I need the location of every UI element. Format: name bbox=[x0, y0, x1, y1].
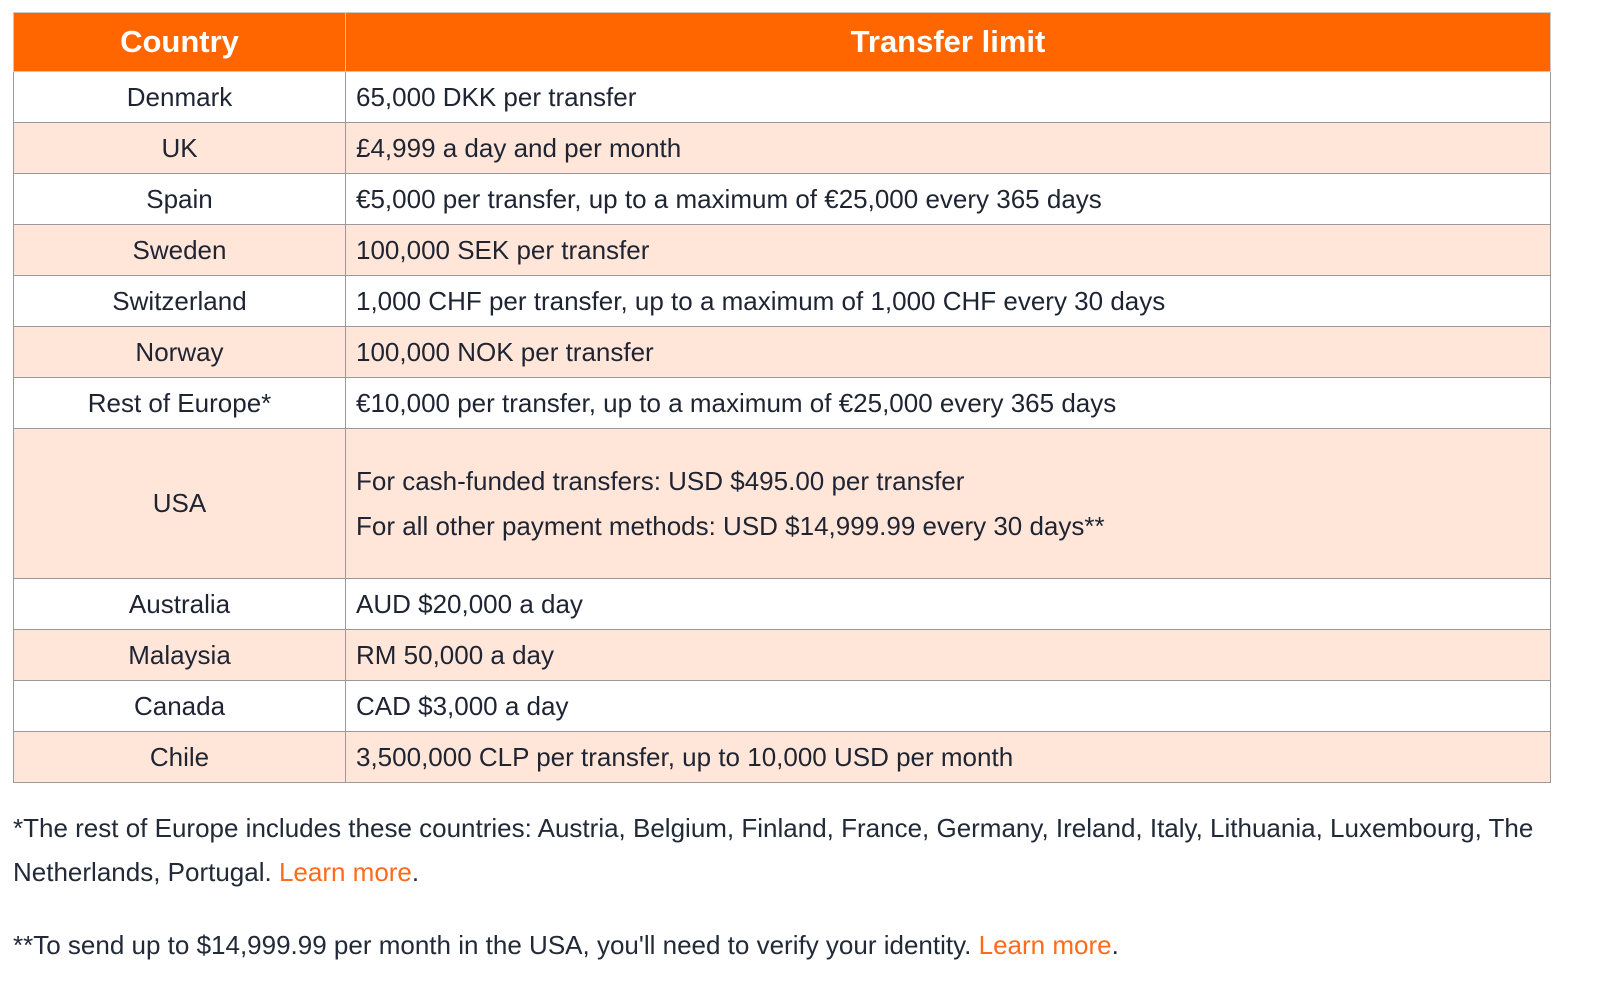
country-cell: Malaysia bbox=[14, 630, 346, 681]
footnote-end: . bbox=[411, 857, 420, 887]
limit-line: For cash-funded transfers: USD $495.00 per transfer bbox=[356, 465, 965, 496]
country-column-header: Country bbox=[14, 13, 346, 72]
country-cell: UK bbox=[14, 123, 346, 174]
footnote-text: **To send up to $14,999.99 per month in the USA, you'll need to verify your identity. bbox=[13, 930, 979, 960]
header-row bbox=[14, 13, 1551, 72]
limit-cell: 100,000 NOK per transfer bbox=[346, 327, 1551, 378]
limit-cell: 3,500,000 CLP per transfer, up to 10,000 USD per month bbox=[346, 732, 1551, 783]
table-body bbox=[14, 72, 1551, 783]
table-row bbox=[14, 72, 1551, 123]
country-cell: USA bbox=[14, 429, 346, 579]
country-cell: Norway bbox=[14, 327, 346, 378]
transfer-limits-table bbox=[13, 12, 1551, 783]
limit-cell: £4,999 a day and per month bbox=[346, 123, 1551, 174]
limit-cell: 100,000 SEK per transfer bbox=[346, 225, 1551, 276]
limit-cell bbox=[346, 429, 1551, 579]
limit-cell: €10,000 per transfer, up to a maximum of €25,000 every 365 days bbox=[346, 378, 1551, 429]
country-cell: Switzerland bbox=[14, 276, 346, 327]
country-cell: Rest of Europe* bbox=[14, 378, 346, 429]
table-row bbox=[14, 579, 1551, 630]
table-row bbox=[14, 429, 1551, 579]
table-row bbox=[14, 378, 1551, 429]
table-row bbox=[14, 327, 1551, 378]
limit-line: For all other payment methods: USD $14,999.99 every 30 days** bbox=[356, 510, 1105, 541]
table-row bbox=[14, 225, 1551, 276]
table-row bbox=[14, 276, 1551, 327]
limit-cell: 65,000 DKK per transfer bbox=[346, 72, 1551, 123]
limit-cell: 1,000 CHF per transfer, up to a maximum of 1,000 CHF every 30 days bbox=[346, 276, 1551, 327]
limit-cell: CAD $3,000 a day bbox=[346, 681, 1551, 732]
table-row bbox=[14, 123, 1551, 174]
country-cell: Canada bbox=[14, 681, 346, 732]
limit-cell: AUD $20,000 a day bbox=[346, 579, 1551, 630]
table-row bbox=[14, 174, 1551, 225]
limit-cell: RM 50,000 a day bbox=[346, 630, 1551, 681]
learn-more-link[interactable]: Learn more bbox=[278, 857, 412, 887]
limit-cell: €5,000 per transfer, up to a maximum of €25,000 every 365 days bbox=[346, 174, 1551, 225]
country-cell: Spain bbox=[14, 174, 346, 225]
country-cell: Sweden bbox=[14, 225, 346, 276]
footnote-usa bbox=[13, 923, 1573, 967]
learn-more-link[interactable]: Learn more bbox=[978, 930, 1112, 960]
table-header bbox=[14, 13, 1551, 72]
country-cell: Chile bbox=[14, 732, 346, 783]
table-row bbox=[14, 630, 1551, 681]
footnote-end: . bbox=[1111, 930, 1119, 960]
country-cell: Denmark bbox=[14, 72, 346, 123]
footnotes bbox=[13, 806, 1573, 967]
footnote-rest-of-europe bbox=[13, 806, 1573, 894]
footnote-text: *The rest of Europe includes these countries: Austria, Belgium, Finland, France, Germany, Ireland, Italy, Lithuania, Luxembourg, The Netherlands, Portugal. bbox=[13, 813, 1534, 887]
table-row bbox=[14, 681, 1551, 732]
table-row bbox=[14, 732, 1551, 783]
transfer-limit-column-header: Transfer limit bbox=[346, 13, 1551, 72]
country-cell: Australia bbox=[14, 579, 346, 630]
